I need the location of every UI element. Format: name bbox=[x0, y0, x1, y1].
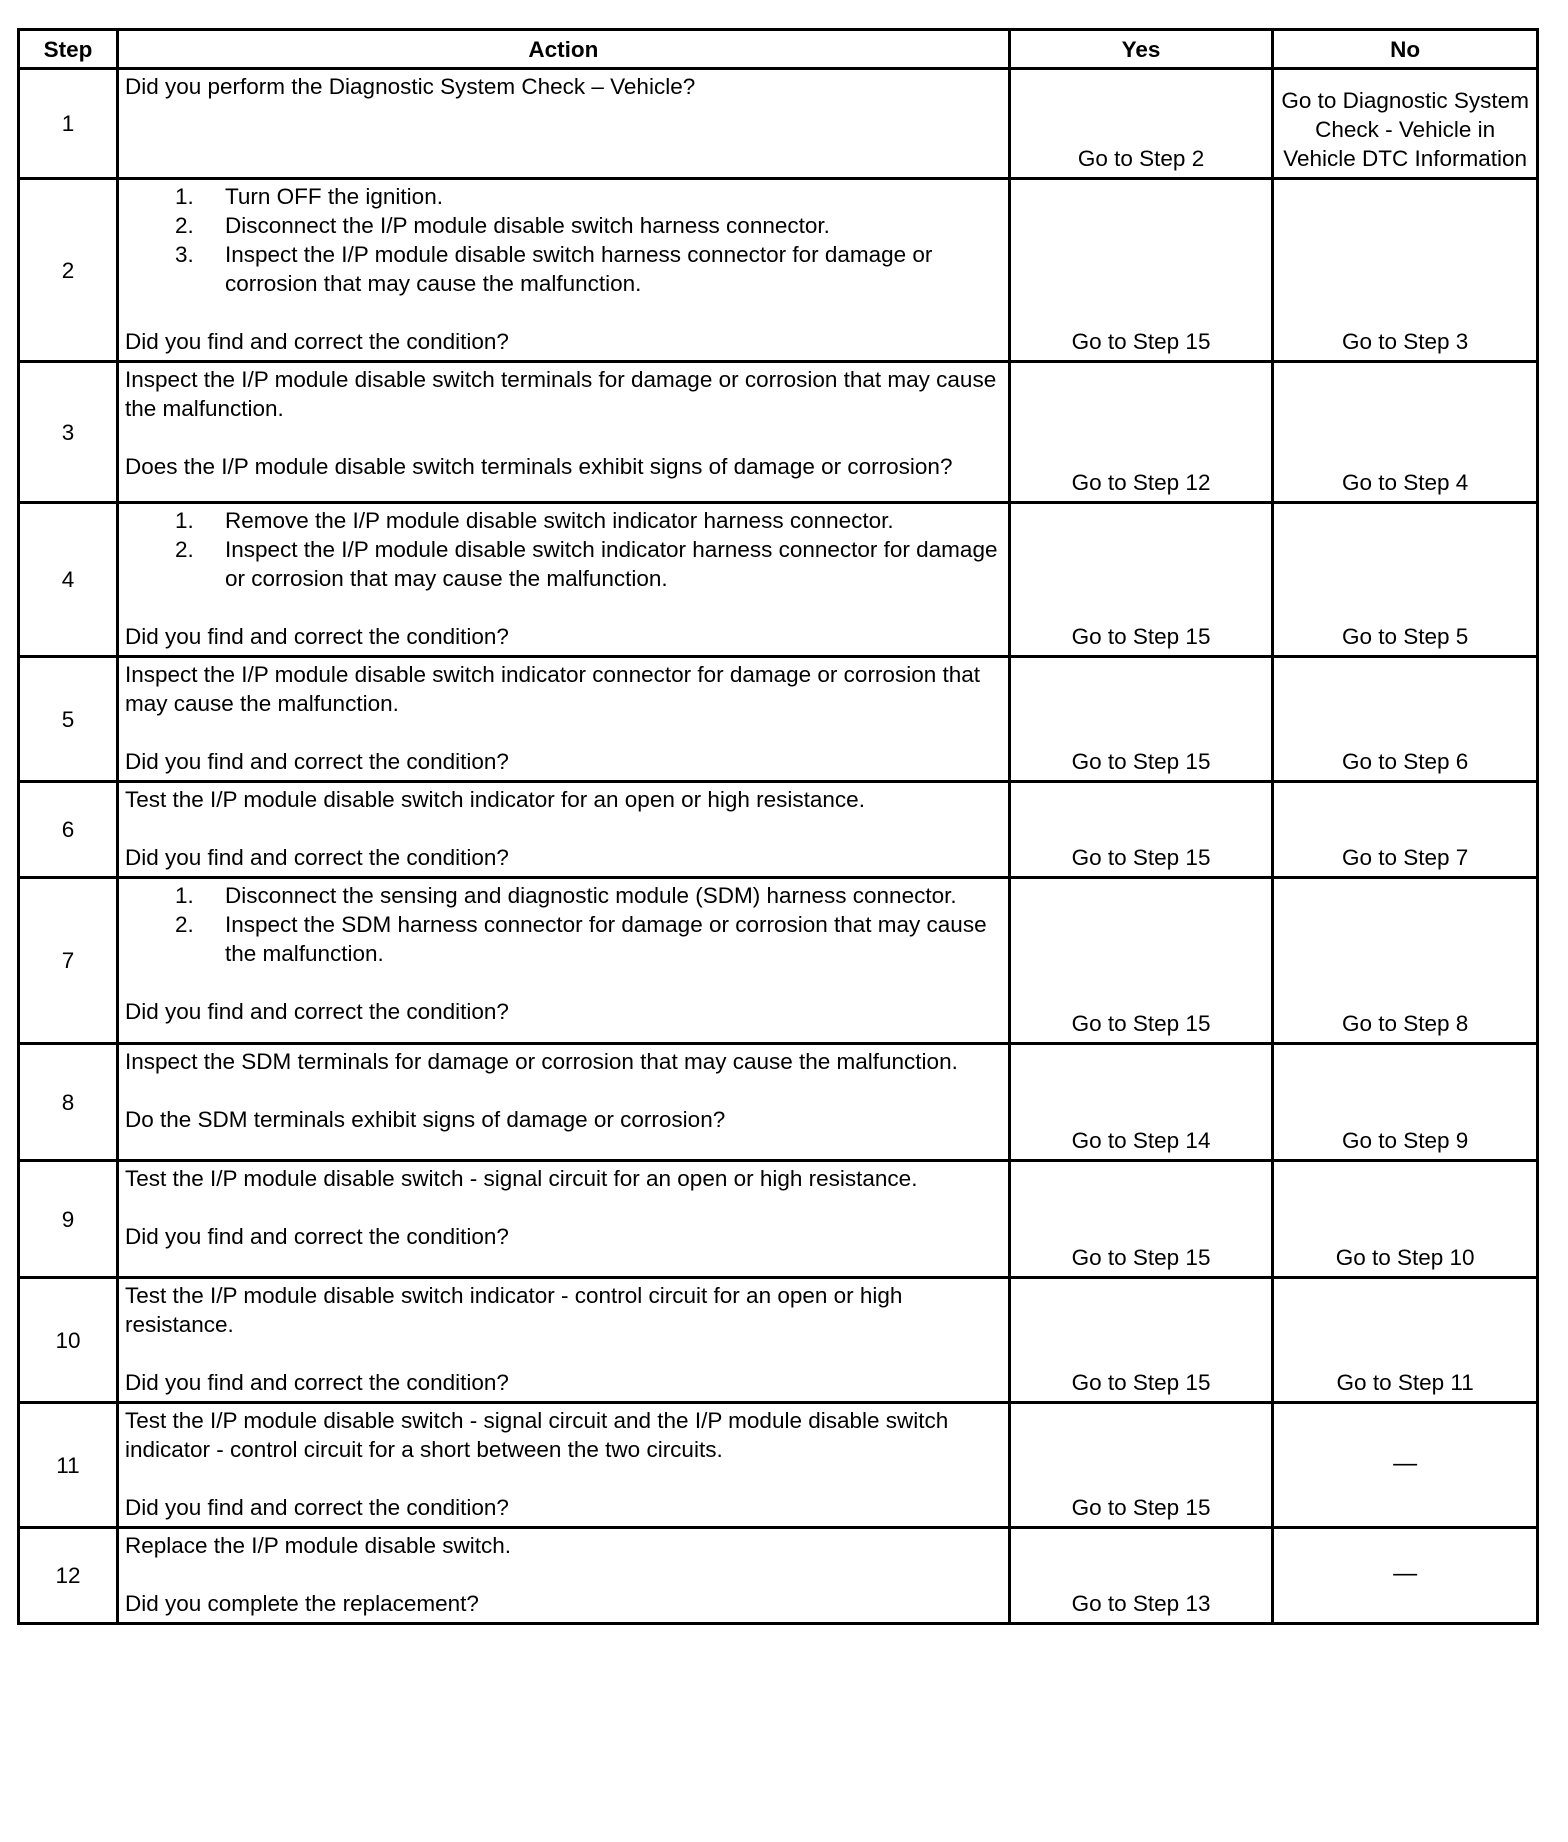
instruction-text: Inspect the I/P module disable switch indicator harness connector for damage or corrosion that may cause the malfunction. bbox=[224, 537, 998, 591]
instruction-text: Disconnect the sensing and diagnostic module (SDM) harness connector. bbox=[224, 883, 957, 908]
yes-link[interactable]: Go to Step 14 bbox=[1009, 1044, 1273, 1161]
action-cell bbox=[117, 1044, 1009, 1161]
instruction-list bbox=[125, 506, 1004, 593]
instruction-item bbox=[125, 535, 1004, 593]
action-question: Did you find and correct the condition? bbox=[124, 329, 509, 354]
table-row bbox=[19, 1528, 1538, 1624]
no-link[interactable]: Go to Step 10 bbox=[1273, 1161, 1538, 1278]
instruction-text: Inspect the SDM harness connector for damage or corrosion that may cause the malfunction. bbox=[224, 912, 987, 966]
instruction-number: 3. bbox=[174, 242, 194, 267]
table-row bbox=[19, 657, 1538, 782]
no-link[interactable]: Go to Diagnostic System Check - Vehicle in Vehicle DTC Information bbox=[1273, 69, 1538, 179]
action-description: Inspect the I/P module disable switch terminals for damage or corrosion that may cause the malfunction. bbox=[124, 367, 997, 421]
action-question: Did you find and correct the condition? bbox=[124, 845, 509, 870]
instruction-list bbox=[125, 881, 1004, 968]
step-number: 9 bbox=[19, 1161, 118, 1278]
table-row bbox=[19, 1044, 1538, 1161]
instruction-text: Remove the I/P module disable switch indicator harness connector. bbox=[224, 508, 894, 533]
table-row bbox=[19, 362, 1538, 503]
step-number: 1 bbox=[19, 69, 118, 179]
step-number: 10 bbox=[19, 1278, 118, 1403]
step-number: 4 bbox=[19, 503, 118, 657]
no-link[interactable]: Go to Step 3 bbox=[1273, 179, 1538, 362]
diagnostic-table bbox=[17, 28, 1539, 1625]
table-row bbox=[19, 69, 1538, 179]
step-number: 3 bbox=[19, 362, 118, 503]
action-cell bbox=[117, 1161, 1009, 1278]
yes-link[interactable]: Go to Step 13 bbox=[1009, 1528, 1273, 1624]
action-question: Did you find and correct the condition? bbox=[124, 749, 509, 774]
action-cell bbox=[117, 1528, 1009, 1624]
action-question: Did you find and correct the condition? bbox=[124, 624, 509, 649]
yes-link[interactable]: Go to Step 15 bbox=[1009, 782, 1273, 878]
step-number: 5 bbox=[19, 657, 118, 782]
instruction-number: 2. bbox=[174, 537, 194, 562]
action-description: Test the I/P module disable switch - signal circuit for an open or high resistance. bbox=[124, 1166, 918, 1191]
action-cell bbox=[117, 878, 1009, 1044]
step-number: 2 bbox=[19, 179, 118, 362]
action-description: Inspect the SDM terminals for damage or corrosion that may cause the malfunction. bbox=[124, 1049, 958, 1074]
action-cell bbox=[117, 69, 1009, 179]
yes-link[interactable]: Go to Step 15 bbox=[1009, 1278, 1273, 1403]
action-description: Replace the I/P module disable switch. bbox=[124, 1533, 512, 1558]
action-cell bbox=[117, 362, 1009, 503]
yes-column-header: Yes bbox=[1009, 30, 1273, 69]
instruction-number: 1. bbox=[174, 184, 194, 209]
instruction-text: Disconnect the I/P module disable switch harness connector. bbox=[224, 213, 830, 238]
yes-link[interactable]: Go to Step 15 bbox=[1009, 657, 1273, 782]
instruction-item bbox=[125, 240, 1004, 298]
action-question: Did you perform the Diagnostic System Check – Vehicle? bbox=[124, 74, 696, 99]
instruction-item bbox=[125, 182, 1004, 211]
yes-link[interactable]: Go to Step 2 bbox=[1009, 69, 1273, 179]
action-cell bbox=[117, 503, 1009, 657]
no-link[interactable]: Go to Step 6 bbox=[1273, 657, 1538, 782]
action-question: Did you find and correct the condition? bbox=[124, 1224, 509, 1249]
action-description: Inspect the I/P module disable switch indicator connector for damage or corrosion that may cause the malfunction. bbox=[124, 662, 980, 716]
action-cell bbox=[117, 1278, 1009, 1403]
instruction-text: Inspect the I/P module disable switch harness connector for damage or corrosion that may cause the malfunction. bbox=[224, 242, 933, 296]
table-row bbox=[19, 503, 1538, 657]
header-row bbox=[19, 30, 1538, 69]
table-row bbox=[19, 1278, 1538, 1403]
action-cell bbox=[117, 1403, 1009, 1528]
yes-link[interactable]: Go to Step 12 bbox=[1009, 362, 1273, 503]
table-row bbox=[19, 179, 1538, 362]
yes-link[interactable]: Go to Step 15 bbox=[1009, 503, 1273, 657]
step-number: 7 bbox=[19, 878, 118, 1044]
action-question: Did you find and correct the condition? bbox=[124, 1495, 509, 1520]
action-question: Did you complete the replacement? bbox=[124, 1591, 479, 1616]
action-cell bbox=[117, 657, 1009, 782]
action-description: Test the I/P module disable switch indicator - control circuit for an open or high resistance. bbox=[124, 1283, 903, 1337]
action-column-header: Action bbox=[117, 30, 1009, 69]
action-question: Does the I/P module disable switch terminals exhibit signs of damage or corrosion? bbox=[124, 454, 953, 479]
step-column-header: Step bbox=[19, 30, 118, 69]
action-cell bbox=[117, 782, 1009, 878]
action-description: Test the I/P module disable switch indicator for an open or high resistance. bbox=[124, 787, 865, 812]
instruction-number: 1. bbox=[174, 883, 194, 908]
no-dash: — bbox=[1273, 1528, 1538, 1624]
no-dash: — bbox=[1273, 1403, 1538, 1528]
no-link[interactable]: Go to Step 8 bbox=[1273, 878, 1538, 1044]
no-column-header: No bbox=[1273, 30, 1538, 69]
instruction-number: 2. bbox=[174, 912, 194, 937]
instruction-list bbox=[125, 182, 1004, 298]
table-row bbox=[19, 878, 1538, 1044]
instruction-number: 2. bbox=[174, 213, 194, 238]
yes-link[interactable]: Go to Step 15 bbox=[1009, 878, 1273, 1044]
no-link[interactable]: Go to Step 11 bbox=[1273, 1278, 1538, 1403]
no-link[interactable]: Go to Step 4 bbox=[1273, 362, 1538, 503]
action-question: Did you find and correct the condition? bbox=[124, 1370, 509, 1395]
table-row bbox=[19, 782, 1538, 878]
step-number: 11 bbox=[19, 1403, 118, 1528]
step-number: 8 bbox=[19, 1044, 118, 1161]
yes-link[interactable]: Go to Step 15 bbox=[1009, 1161, 1273, 1278]
step-number: 6 bbox=[19, 782, 118, 878]
table-row bbox=[19, 1161, 1538, 1278]
instruction-number: 1. bbox=[174, 508, 194, 533]
action-question: Did you find and correct the condition? bbox=[124, 999, 509, 1024]
table-row bbox=[19, 1403, 1538, 1528]
instruction-item bbox=[125, 211, 1004, 240]
instruction-text: Turn OFF the ignition. bbox=[224, 184, 443, 209]
instruction-item bbox=[125, 506, 1004, 535]
no-link[interactable]: Go to Step 7 bbox=[1273, 782, 1538, 878]
action-description: Test the I/P module disable switch - signal circuit and the I/P module disable switch indicator - control circuit for a short between the two circuits. bbox=[124, 1408, 949, 1462]
yes-link[interactable]: Go to Step 15 bbox=[1009, 1403, 1273, 1528]
yes-link[interactable]: Go to Step 15 bbox=[1009, 179, 1273, 362]
no-link[interactable]: Go to Step 5 bbox=[1273, 503, 1538, 657]
action-cell bbox=[117, 179, 1009, 362]
no-link[interactable]: Go to Step 9 bbox=[1273, 1044, 1538, 1161]
step-number: 12 bbox=[19, 1528, 118, 1624]
instruction-item bbox=[125, 881, 1004, 910]
instruction-item bbox=[125, 910, 1004, 968]
action-question: Do the SDM terminals exhibit signs of damage or corrosion? bbox=[124, 1107, 726, 1132]
